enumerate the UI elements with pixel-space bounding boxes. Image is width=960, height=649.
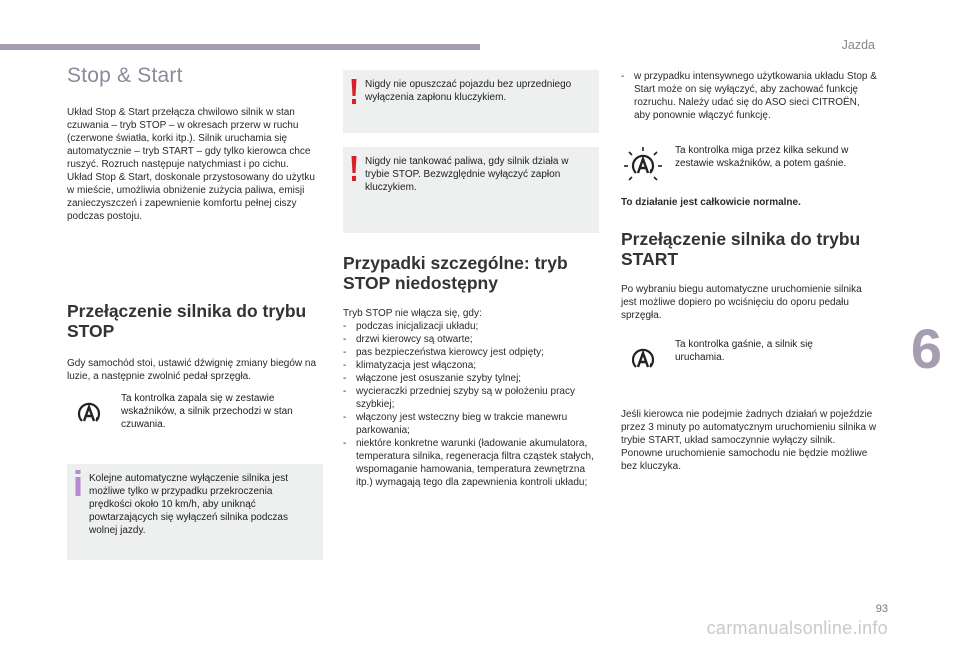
list-item: - podczas inicjalizacji układu; xyxy=(343,320,599,333)
list-item: - włączone jest osuszanie szyby tylnej; xyxy=(343,372,599,385)
warning-text-2: Nigdy nie tankować paliwa, gdy silnik działa w trybie STOP. Bezwzględnie wyłączyć zapłon kluczykiem. xyxy=(365,156,569,193)
warning-text-1: Nigdy nie opuszczać pojazdu bez uprzedniego wyłączenia zapłonu kluczykiem. xyxy=(365,79,572,103)
auto-stop-icon xyxy=(67,392,111,436)
watermark: carmanualsonline.info xyxy=(706,618,888,638)
blink-indicator-row xyxy=(621,144,877,188)
info-note xyxy=(67,464,323,560)
list-item: - wycieraczki przedniej szyby są w położeniu pracy szybkiej; xyxy=(343,385,599,411)
special-cases-heading: Przypadki szczególne: tryb STOP niedostępny xyxy=(343,253,568,293)
blink-indicator-text: Ta kontrolka miga przez kilka sekund w zestawie wskaźników, a potem gaśnie. xyxy=(675,145,849,169)
stop-mode-text: Gdy samochód stoi, ustawić dźwignię zmiany biegów na luzie, a następnie zwolnić pedał sprzęgła. xyxy=(67,358,317,382)
top-accent-bar xyxy=(0,44,480,50)
start-indicator-row xyxy=(621,338,877,382)
list-item: - pas bezpieczeństwa kierowcy jest odpięty; xyxy=(343,346,599,359)
page-number: 93 xyxy=(875,603,888,615)
page-title: Stop & Start xyxy=(67,64,183,87)
chapter-number: 6 xyxy=(910,317,942,380)
stop-indicator-text: Ta kontrolka zapala się w zestawie wskaźników, a silnik przechodzi w stan czuwania. xyxy=(121,393,293,430)
stop-mode-heading: Przełączenie silnika do trybu STOP xyxy=(67,301,307,341)
continued-list xyxy=(621,70,877,122)
list-item: - drzwi kierowcy są otwarte; xyxy=(343,333,599,346)
special-cases-intro: Tryb STOP nie włącza się, gdy: xyxy=(343,308,482,319)
final-paragraph: Jeśli kierowca nie podejmie żadnych działań w pojeździe przez 3 minuty po automatycznym uruchomieniu silnika w trybie START, układ samoczynnie wyłączy silnik. Ponowne uruchomienie samochodu nie będzie możliwe bez kluczyka. xyxy=(621,409,877,472)
list-item: - włączony jest wsteczny bieg w trakcie manewru parkowania; xyxy=(343,411,599,437)
warning-icon xyxy=(343,70,365,133)
info-icon xyxy=(67,464,89,560)
special-cases-list xyxy=(343,320,599,489)
intro-paragraph-2: Układ Stop & Start, doskonale przystosowany do użytku w mieście, umożliwia obniżenie zużycia paliwa, emisji zanieczyszczeń i zapewnienie komfortu pełnej ciszy podczas postoju. xyxy=(67,172,315,222)
auto-stop-blink-icon xyxy=(621,144,665,188)
column-1 xyxy=(67,64,323,560)
warning-note-1 xyxy=(343,70,599,133)
column-2 xyxy=(343,70,599,489)
info-note-text: Kolejne automatyczne wyłączenie silnika jest możliwe tylko w przypadku przekroczenia prędkości około 10 km/h, aby uniknąć powtarzających się wyłączeń silnika podczas wolnej jazdy. xyxy=(89,473,288,536)
column-3 xyxy=(621,70,877,473)
warning-note-2 xyxy=(343,147,599,233)
stop-indicator-row xyxy=(67,392,323,436)
list-item: - niektóre konkretne warunki (ładowanie akumulatora, temperatura silnika, regeneracja filtra cząstek stałych, wspomaganie hamowania, temperatura zewnętrzna itp.) wymagają tego dla zapewnienia kontroli układu; xyxy=(343,437,599,489)
list-item: - w przypadku intensywnego użytkowania układu Stop & Start może on się wyłączyć, aby zachować funkcję rozruchu. Należy udać się do ASO sieci CITROËN, aby ponownie włączyć funkcję. xyxy=(621,70,877,122)
start-mode-heading: Przełączenie silnika do trybu START xyxy=(621,229,861,269)
auto-stop-off-icon xyxy=(621,338,665,382)
normal-operation-text: To działanie jest całkowicie normalne. xyxy=(621,197,801,208)
warning-icon xyxy=(343,147,365,233)
start-indicator-text: Ta kontrolka gaśnie, a silnik się uruchamia. xyxy=(675,339,813,363)
list-item: - klimatyzacja jest włączona; xyxy=(343,359,599,372)
intro-paragraph: Układ Stop & Start przełącza chwilowo silnik w stan czuwania – tryb STOP – w okresach przerw w ruchu (czerwone światła, korki itp.). Silnik uruchamia się automatycznie – tryb START – gdy tylko kierowca chce ruszyć. Rozruch następuje natychmiast i po cichu. xyxy=(67,107,311,170)
start-mode-text: Po wybraniu biegu automatyczne uruchomienie silnika jest możliwe dopiero po wciśnięciu do oporu pedału sprzęgła. xyxy=(621,284,862,321)
section-header: Jazda xyxy=(841,38,875,52)
